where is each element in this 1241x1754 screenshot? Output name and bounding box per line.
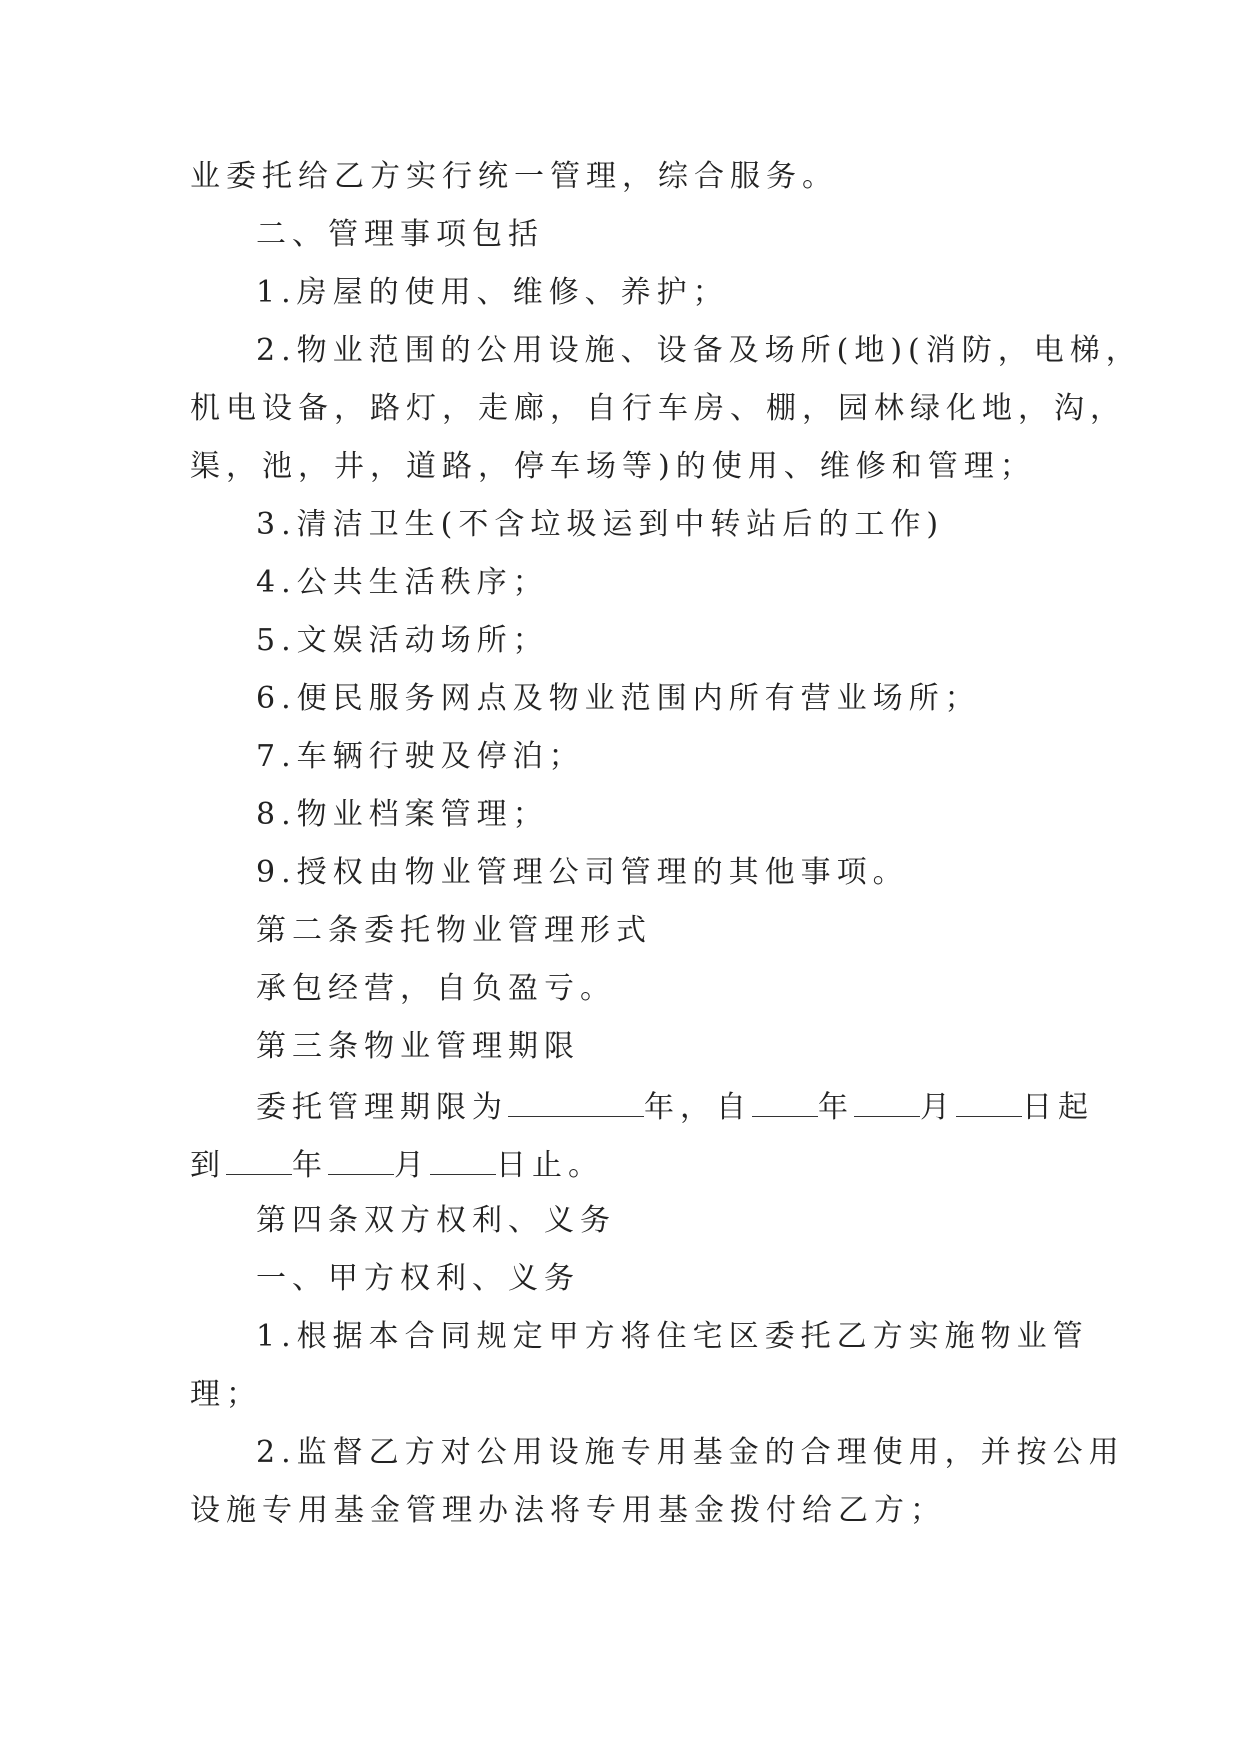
text-line: 设施专用基金管理办法将专用基金拨付给乙方； bbox=[190, 1493, 946, 1528]
text-line: 业委托给乙方实行统一管理，综合服务。 bbox=[190, 159, 838, 194]
list-item: 2.监督乙方对公用设施专用基金的合理使用，并按公用 bbox=[256, 1435, 1125, 1470]
term-unit: 年 bbox=[818, 1090, 854, 1125]
blank-years bbox=[508, 1086, 644, 1117]
blank-day bbox=[956, 1086, 1022, 1117]
blank-day bbox=[430, 1144, 496, 1175]
text-line: 机电设备，路灯，走廊，自行车房、棚，园林绿化地，沟， bbox=[190, 391, 1126, 426]
list-item: 9.授权由物业管理公司管理的其他事项。 bbox=[256, 855, 909, 890]
term-line-start bbox=[190, 1086, 1094, 1125]
text-line: 承包经营，自负盈亏。 bbox=[256, 971, 616, 1006]
term-unit: 日止。 bbox=[496, 1148, 604, 1183]
section-heading: 一、甲方权利、义务 bbox=[256, 1261, 580, 1296]
blank-year bbox=[226, 1144, 292, 1175]
term-prefix: 到 bbox=[190, 1148, 226, 1183]
blank-month bbox=[328, 1144, 394, 1175]
text-line: 渠，池，井，道路，停车场等)的使用、维修和管理； bbox=[190, 449, 1036, 484]
list-item: 5.文娱活动场所； bbox=[256, 623, 549, 658]
term-unit: 年，自 bbox=[644, 1090, 752, 1125]
list-item: 1.根据本合同规定甲方将住宅区委托乙方实施物业管 bbox=[256, 1319, 1089, 1354]
article-heading: 第四条双方权利、义务 bbox=[256, 1203, 616, 1238]
term-unit: 月 bbox=[394, 1148, 430, 1183]
list-item: 1.房屋的使用、维修、养护； bbox=[256, 275, 729, 310]
article-heading: 第二条委托物业管理形式 bbox=[256, 913, 652, 948]
list-item: 8.物业档案管理； bbox=[256, 797, 549, 832]
section-heading: 二、管理事项包括 bbox=[256, 217, 544, 252]
term-unit: 日起 bbox=[1022, 1090, 1094, 1125]
list-item: 7.车辆行驶及停泊； bbox=[256, 739, 585, 774]
term-prefix: 委托管理期限为 bbox=[256, 1090, 508, 1125]
term-line-end bbox=[190, 1144, 1060, 1182]
blank-month bbox=[854, 1086, 920, 1117]
text-line: 理； bbox=[190, 1377, 262, 1412]
list-item: 6.便民服务网点及物业范围内所有营业场所； bbox=[256, 681, 981, 716]
term-unit: 月 bbox=[920, 1090, 956, 1125]
list-item: 2.物业范围的公用设施、设备及场所(地)(消防，电梯， bbox=[256, 333, 1142, 368]
article-heading: 第三条物业管理期限 bbox=[256, 1029, 580, 1064]
document-body bbox=[190, 158, 1142, 1550]
list-item: 4.公共生活秩序； bbox=[256, 565, 549, 600]
blank-year bbox=[752, 1086, 818, 1117]
term-unit: 年 bbox=[292, 1148, 328, 1183]
list-item: 3.清洁卫生(不含垃圾运到中转站后的工作) bbox=[256, 507, 945, 542]
